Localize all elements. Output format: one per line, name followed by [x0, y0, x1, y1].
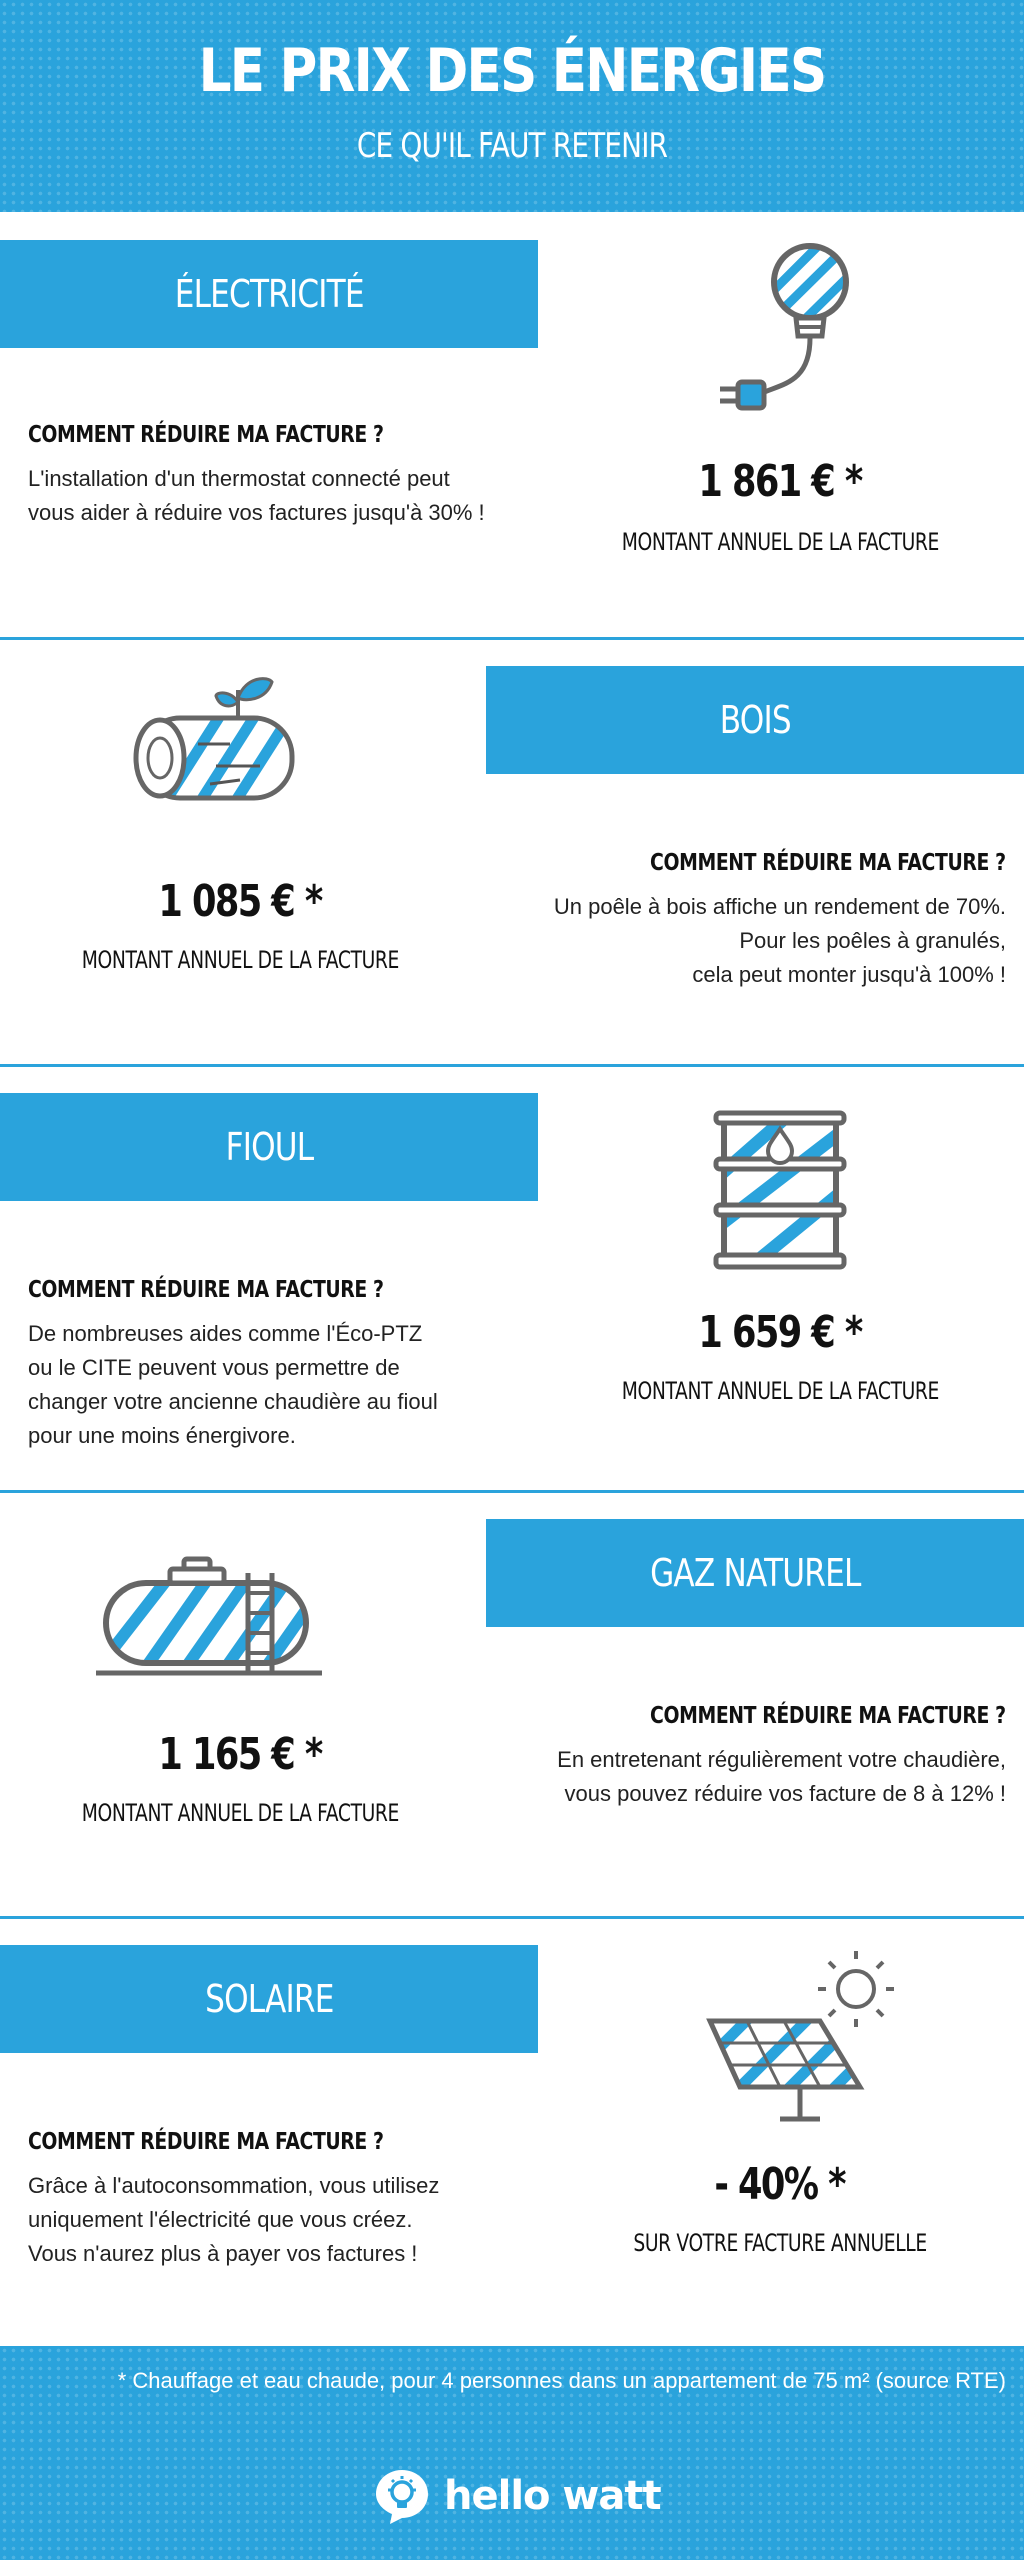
tip-text: Grâce à l'autoconsommation, vous utilisez uniquement l'électricité que vous créez. Vous n'aurez plus à payer vos factures !: [28, 2173, 440, 2266]
amount-label: MONTANT ANNUEL DE LA FACTURE: [621, 528, 939, 556]
page-subtitle: CE QU'IL FAUT RETENIR: [356, 126, 668, 166]
solar-panel-icon: [700, 1927, 900, 2127]
brand-logo[interactable]: [372, 2466, 661, 2526]
section-electricite: [0, 212, 1024, 639]
annual-amount: 1 659 € *: [698, 1307, 862, 1358]
tip-title: COMMENT RÉDUIRE MA FACTURE ?: [650, 850, 1006, 876]
section-bois: [0, 640, 1024, 1067]
annual-amount: 1 085 € *: [158, 876, 322, 927]
header: [0, 0, 1024, 212]
section-title-banner: GAZ NATUREL: [486, 1519, 1024, 1627]
footer: [0, 2346, 1024, 2560]
annual-amount: 1 165 € *: [158, 1729, 322, 1780]
log-icon: [120, 670, 320, 810]
amount-label: SUR VOTRE FACTURE ANNUELLE: [633, 2229, 927, 2257]
tip-text: Un poêle à bois affiche un rendement de 70%. Pour les poêles à granulés, cela peut monter jusqu'à 100% !: [553, 894, 1006, 987]
savings-percentage: - 40% *: [714, 2159, 846, 2210]
annual-amount: 1 861 € *: [698, 456, 862, 507]
tip-text: De nombreuses aides comme l'Éco-PTZ ou le CITE peuvent vous permettre de changer votre ancienne chaudière au fioul pour une moins énergivore.: [28, 1321, 438, 1448]
brand-name: hello watt: [444, 2473, 661, 2519]
section-title-banner: SOLAIRE: [0, 1945, 538, 2053]
page-title: LE PRIX DES ÉNERGIES: [198, 36, 826, 106]
footnote: * Chauffage et eau chaude, pour 4 personnes dans un appartement de 75 m² (source RTE): [117, 2368, 1006, 2393]
tip-text: L'installation d'un thermostat connecté peut vous aider à réduire vos factures jusqu'à 30% !: [28, 466, 485, 525]
section-title-banner: FIOUL: [0, 1093, 538, 1201]
section-solaire: [0, 1919, 1024, 2346]
tip-title: COMMENT RÉDUIRE MA FACTURE ?: [650, 1703, 1006, 1729]
section-fioul: [0, 1067, 1024, 1494]
tip-title: COMMENT RÉDUIRE MA FACTURE ?: [28, 2129, 384, 2155]
lightbulb-icon: [700, 234, 860, 434]
section-title-banner: ÉLECTRICITÉ: [0, 240, 538, 348]
amount-label: MONTANT ANNUEL DE LA FACTURE: [81, 1799, 399, 1827]
amount-label: MONTANT ANNUEL DE LA FACTURE: [81, 946, 399, 974]
tip-title: COMMENT RÉDUIRE MA FACTURE ?: [28, 422, 384, 448]
tip-text: En entretenant régulièrement votre chaudière, vous pouvez réduire vos facture de 8 à 12% !: [557, 1747, 1006, 1806]
oil-barrel-icon: [710, 1105, 850, 1275]
section-gaz-naturel: [0, 1493, 1024, 1920]
amount-label: MONTANT ANNUEL DE LA FACTURE: [621, 1377, 939, 1405]
hello-watt-logo-icon: [372, 2466, 432, 2526]
section-title-banner: BOIS: [486, 666, 1024, 774]
tip-title: COMMENT RÉDUIRE MA FACTURE ?: [28, 1277, 384, 1303]
gas-tank-icon: [92, 1553, 332, 1683]
